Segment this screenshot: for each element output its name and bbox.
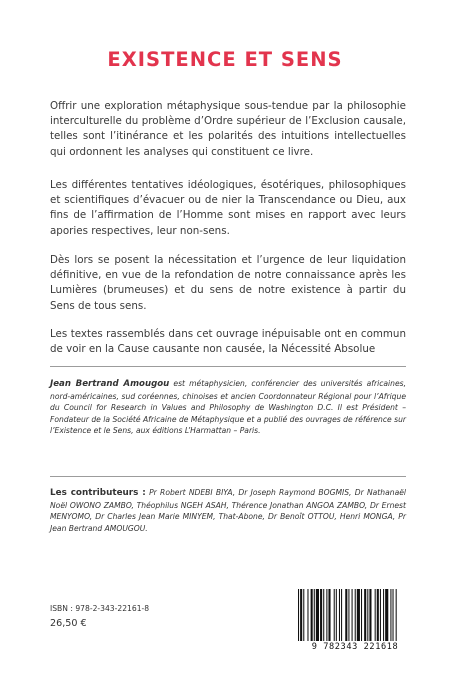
author-name: Jean Bertrand Amougou <box>50 379 170 389</box>
barcode-bar <box>323 589 324 641</box>
barcode-bar <box>355 589 356 641</box>
barcode-bar <box>383 589 384 641</box>
divider-bottom <box>50 476 406 477</box>
contributors-list: Pr Robert NDEBI BIYA, Dr Joseph Raymond BOGMIS, Dr Nathanaël Noël OWONO ZAMBO, Théophilus NGEH ASAH, Thérence Jonathan ANGOA ZAMBO, Dr Ernest MENYOMO, Dr Charles Jean Marie MINYEM, That-Abone, Dr Benoît OTTOU, Henri MONGA, Pr Jean Bertrand AMOUGOU. <box>50 488 406 533</box>
barcode-bar <box>357 589 360 641</box>
barcode-bar <box>314 589 315 641</box>
blurb-paragraph-2: Les différentes tentatives idéologiques, ésotériques, philosophiques et scientifiques d’évacuer ou de nier la Transcendance ou Dieu, aux fins de l’affirmation de l’Homme sont mises en rapport avec leurs apories respectives, leur non-sens. <box>50 179 406 237</box>
barcode-bar <box>320 589 322 641</box>
barcode-bar <box>377 589 379 641</box>
barcode-number: 9 782343 221618 <box>311 642 399 652</box>
book-title: EXISTENCE ET SENS <box>107 48 343 71</box>
barcode-bar <box>341 589 342 641</box>
barcode-bar <box>348 589 349 641</box>
blurb-paragraph-3: Dès lors se posent la nécessitation et l’urgence de leur liquidation définitive, en vue de la refondation de notre connaissance après les Lumières (brumeuses) et du sens de notre existence à partir du Sens de tous sens. <box>50 254 406 312</box>
barcode-bar <box>367 589 368 641</box>
barcode-bar <box>352 589 353 641</box>
contributors-label: Les contributeurs : <box>50 488 146 498</box>
barcode-bar <box>334 589 335 641</box>
barcode-bar <box>326 589 327 641</box>
barcode-bar <box>307 589 308 641</box>
barcode-bar <box>396 589 397 641</box>
barcode-bar <box>380 589 381 641</box>
blurb-paragraph-4: Les textes rassemblés dans cet ouvrage inépuisable ont en commun de voir en la Cause causante non causée, la Nécessité Absolue <box>50 328 406 356</box>
price-text: 26,50 € <box>50 618 87 629</box>
barcode-bar <box>393 589 394 641</box>
barcode-bar <box>369 589 371 641</box>
barcode-bar <box>328 589 330 641</box>
divider-top <box>50 366 406 367</box>
barcode-bar <box>364 589 366 641</box>
barcode-bar <box>311 589 313 641</box>
barcode-bar <box>336 589 337 641</box>
barcode-bar <box>298 589 299 641</box>
author-bio-text: est métaphysicien, conférencier des universités africaines, nord-américaines, sud coréennes, chinoises et ancien Coordonnateur Régional pour l’Afrique du Council for Research in Values and Philosophy de Washington D.C. Il est Président – Fondateur de la Société Africaine de Métaphysique et a publié des ouvrages de référence sur l’Existence et le Sens, aux éditions L’Harmattan – Paris. <box>50 379 407 436</box>
barcode-bar <box>390 589 391 641</box>
isbn-text: ISBN : 978-2-343-22161-8 <box>50 604 150 613</box>
barcode-bar <box>300 589 302 641</box>
contributors-section <box>50 487 406 534</box>
barcode <box>294 587 416 653</box>
barcode-bar <box>303 589 304 641</box>
barcode-bar <box>375 589 376 641</box>
blurb-paragraph-1: Offrir une exploration métaphysique sous-tendue par la philosophie interculturelle du problème d’Ordre supérieur de l’Exclusion causale, telles sont l’itinérance et les polarités des intuitions intellectuelles qui ordonnent les analyses qui constituent ce livre. <box>50 100 406 158</box>
barcode-bar <box>345 589 347 641</box>
barcode-bar <box>361 589 362 641</box>
barcode-bar <box>339 589 340 641</box>
barcode-bars <box>294 587 416 643</box>
barcode-bar <box>316 589 319 641</box>
author-bio <box>50 378 406 437</box>
barcode-bar <box>385 589 388 641</box>
